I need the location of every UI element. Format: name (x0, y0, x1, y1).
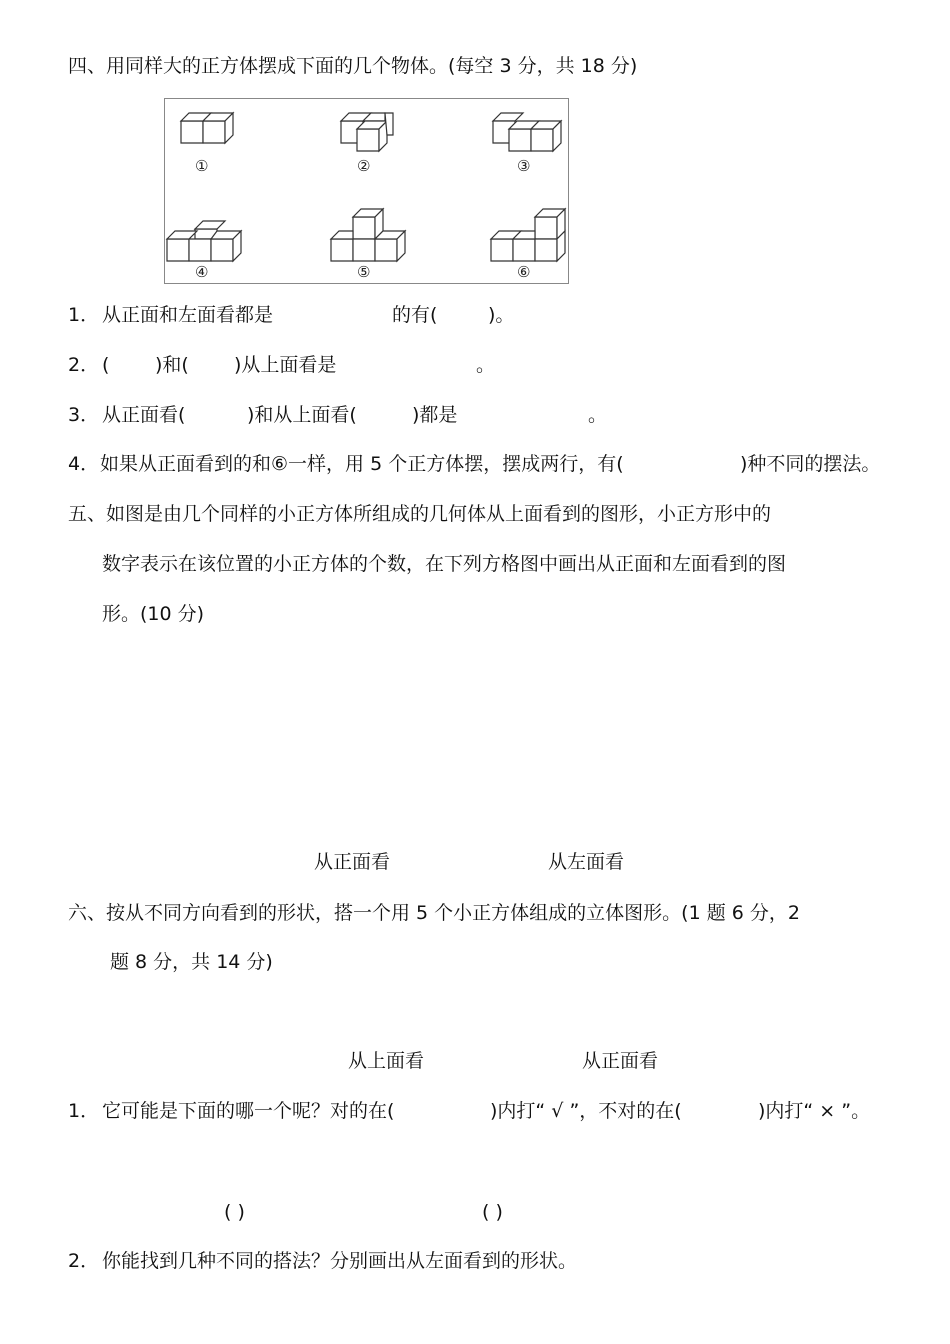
answer-paren-b: ( ) (482, 1201, 503, 1223)
q6-2-number: 2． (68, 1250, 100, 1272)
q4-4-text-a: 如果从正面看到的和⑥一样，用 5 个正方体摆，摆成两行，有( (100, 453, 624, 475)
q4-2-text-a: ( (102, 354, 110, 376)
section5-line-3: 形。(10 分) (102, 603, 205, 625)
figure-3-cubes (493, 113, 561, 151)
section6-line-2: 题 8 分，共 14 分) (110, 951, 273, 973)
cube-figures (164, 98, 569, 284)
q4-3-text-d: 。 (588, 404, 608, 426)
q4-1-text-a: 从正面和左面看都是 (102, 304, 274, 326)
q4-1-number: 1． (68, 304, 100, 326)
figure-label-3: ③ (517, 157, 531, 175)
q4-1-text-c: )。 (488, 304, 515, 326)
answer-paren-a: ( ) (224, 1201, 245, 1223)
q6-1-text-a: 它可能是下面的哪一个呢？对的在( (102, 1100, 395, 1122)
section5-line-2: 数字表示在该位置的小正方体的个数，在下列方格图中画出从正面和左面看到的图 (102, 553, 787, 575)
q4-2-text-b: )和( (155, 354, 189, 376)
section6-label-top: 从上面看 (348, 1050, 425, 1072)
q4-3-text-b: )和从上面看( (247, 404, 357, 426)
figure-4-cubes (167, 221, 241, 261)
q4-4-text-b: )种不同的摆法。 (740, 453, 881, 475)
cube-figures-drawing (165, 99, 570, 285)
q4-3-text-a: 从正面看( (102, 404, 186, 426)
q4-2-number: 2． (68, 354, 100, 376)
figure-6-cubes (491, 209, 565, 261)
q6-2-text: 你能找到几种不同的搭法？分别画出从左面看到的形状。 (102, 1250, 578, 1272)
figure-label-4: ④ (195, 263, 209, 281)
section5-label-left: 从左面看 (548, 851, 625, 873)
figure-5-cubes (331, 209, 405, 261)
q6-1-text-c: )内打“ × ”。 (758, 1100, 871, 1122)
q4-2-text-d: 。 (476, 354, 496, 376)
q4-4-number: 4． (68, 453, 100, 475)
q4-1-text-b: 的有( (392, 304, 438, 326)
section6-label-front: 从正面看 (582, 1050, 659, 1072)
q6-1-text-b: )内打“ √ ”，不对的在( (490, 1100, 682, 1122)
figure-2-cubes (341, 113, 393, 151)
q4-3-text-c: )都是 (412, 404, 458, 426)
figure-label-1: ① (195, 157, 209, 175)
section5-line-1: 五、如图是由几个同样的小正方体所组成的几何体从上面看到的图形，小正方形中的 (68, 503, 772, 525)
q4-3-number: 3． (68, 404, 100, 426)
figure-label-6: ⑥ (517, 263, 531, 281)
q4-2-text-c: )从上面看是 (234, 354, 337, 376)
figure-label-5: ⑤ (357, 263, 371, 281)
figure-label-2: ② (357, 157, 371, 175)
section4-title: 四、用同样大的正方体摆成下面的几个物体。(每空 3 分，共 18 分) (68, 55, 638, 77)
section5-label-front: 从正面看 (314, 851, 391, 873)
figure-1-cubes (181, 113, 233, 143)
q6-1-number: 1． (68, 1100, 100, 1122)
section6-line-1: 六、按从不同方向看到的形状，搭一个用 5 个小正方体组成的立体图形。(1 题 6 分，2 (68, 902, 800, 924)
